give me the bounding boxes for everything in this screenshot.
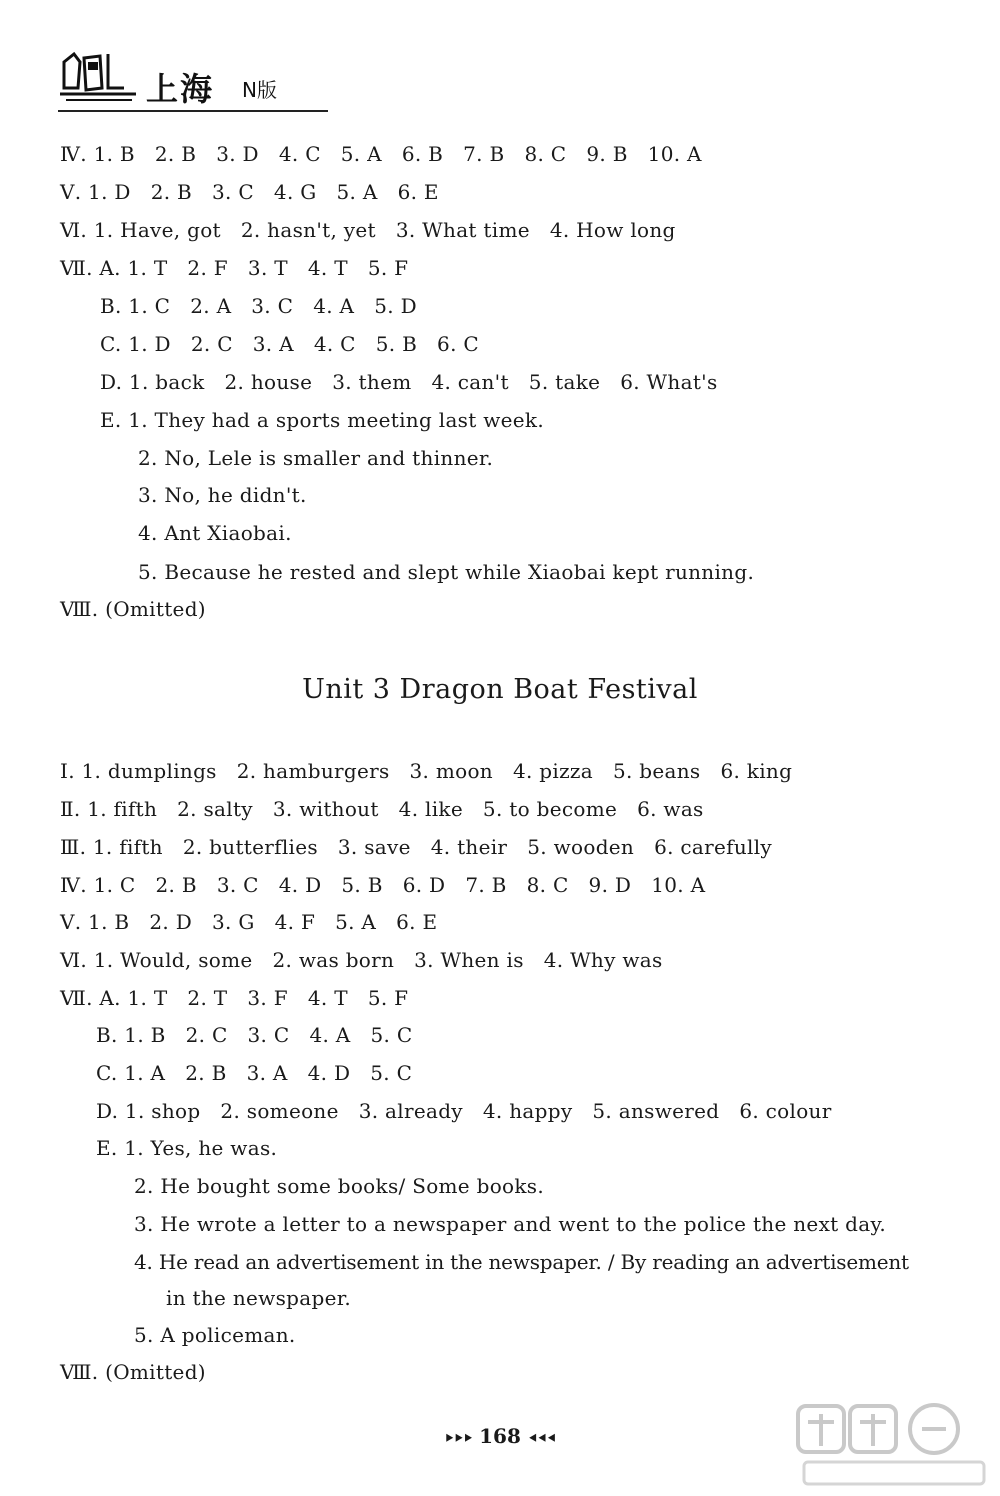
answer-line: E. 1. Yes, he was. <box>96 1136 278 1160</box>
answer-line: B. 1. C 2. A 3. C 4. A 5. D <box>100 294 417 318</box>
answer-line: Ⅳ. 1. C 2. B 3. C 4. D 5. B 6. D 7. B 8. C 9. D 10. A <box>60 873 706 897</box>
answer-line: 5. Because he rested and slept while Xiaobai kept running. <box>138 560 755 584</box>
unit-title: Unit 3 Dragon Boat Festival <box>302 674 698 705</box>
answer-line: Ⅴ. 1. B 2. D 3. G 4. F 5. A 6. E <box>60 910 438 934</box>
answer-line: D. 1. shop 2. someone 3. already 4. happy 5. answered 6. colour <box>96 1099 832 1123</box>
answer-line: Ⅵ. 1. Have, got 2. hasn't, yet 3. What time 4. How long <box>60 218 676 242</box>
answer-line: Ⅱ. 1. fifth 2. salty 3. without 4. like 5. to become 6. was <box>60 797 704 821</box>
answer-line: Ⅷ. (Omitted) <box>60 597 206 621</box>
answer-line: 4. Ant Xiaobai. <box>138 521 292 545</box>
answer-line: C. 1. A 2. B 3. A 4. D 5. C <box>96 1061 413 1085</box>
answer-line: 3. He wrote a letter to a newspaper and went to the police the next day. <box>134 1212 887 1236</box>
answer-line: 2. He bought some books/ Some books. <box>134 1174 545 1198</box>
answer-line: in the newspaper. <box>166 1286 352 1310</box>
answer-line: Ⅵ. 1. Would, some 2. was born 3. When is 4. Why was <box>60 948 663 972</box>
answer-line: 3. No, he didn't. <box>138 483 307 507</box>
answer-line: Ⅶ. A. 1. T 2. F 3. T 4. T 5. F <box>60 256 409 280</box>
left-arrows-icon: ⯈⯈⯈ <box>443 1432 473 1447</box>
header-divider <box>58 110 328 112</box>
book-series-logo-icon <box>58 48 140 104</box>
page-header <box>58 40 328 115</box>
answer-line: 5. A policeman. <box>134 1323 296 1347</box>
answer-line: E. 1. They had a sports meeting last week. <box>100 408 544 432</box>
header-edition: N版 <box>242 78 277 102</box>
header-title: 上海 <box>146 70 215 108</box>
answer-line: Ⅰ. 1. dumplings 2. hamburgers 3. moon 4. pizza 5. beans 6. king <box>60 759 793 783</box>
answer-line: B. 1. B 2. C 3. C 4. A 5. C <box>96 1023 413 1047</box>
answer-line: Ⅴ. 1. D 2. B 3. C 4. G 5. A 6. E <box>60 180 439 204</box>
watermark-logo-icon <box>794 1400 994 1492</box>
answer-line: Ⅶ. A. 1. T 2. T 3. F 4. T 5. F <box>60 986 409 1010</box>
right-arrows-icon: ⯇⯇⯇ <box>527 1432 557 1447</box>
answer-line: 2. No, Lele is smaller and thinner. <box>138 446 494 470</box>
answer-line: Ⅳ. 1. B 2. B 3. D 4. C 5. A 6. B 7. B 8. C 9. B 10. A <box>60 142 702 166</box>
answer-line: D. 1. back 2. house 3. them 4. can't 5. take 6. What's <box>100 370 718 394</box>
answer-line: Ⅷ. (Omitted) <box>60 1360 206 1384</box>
answer-line: 4. He read an advertisement in the newspaper. / By reading an advertisement <box>134 1250 909 1274</box>
page-number: 168 <box>479 1424 521 1448</box>
answer-line: Ⅲ. 1. fifth 2. butterflies 3. save 4. their 5. wooden 6. carefully <box>60 835 773 859</box>
answer-line: C. 1. D 2. C 3. A 4. C 5. B 6. C <box>100 332 479 356</box>
